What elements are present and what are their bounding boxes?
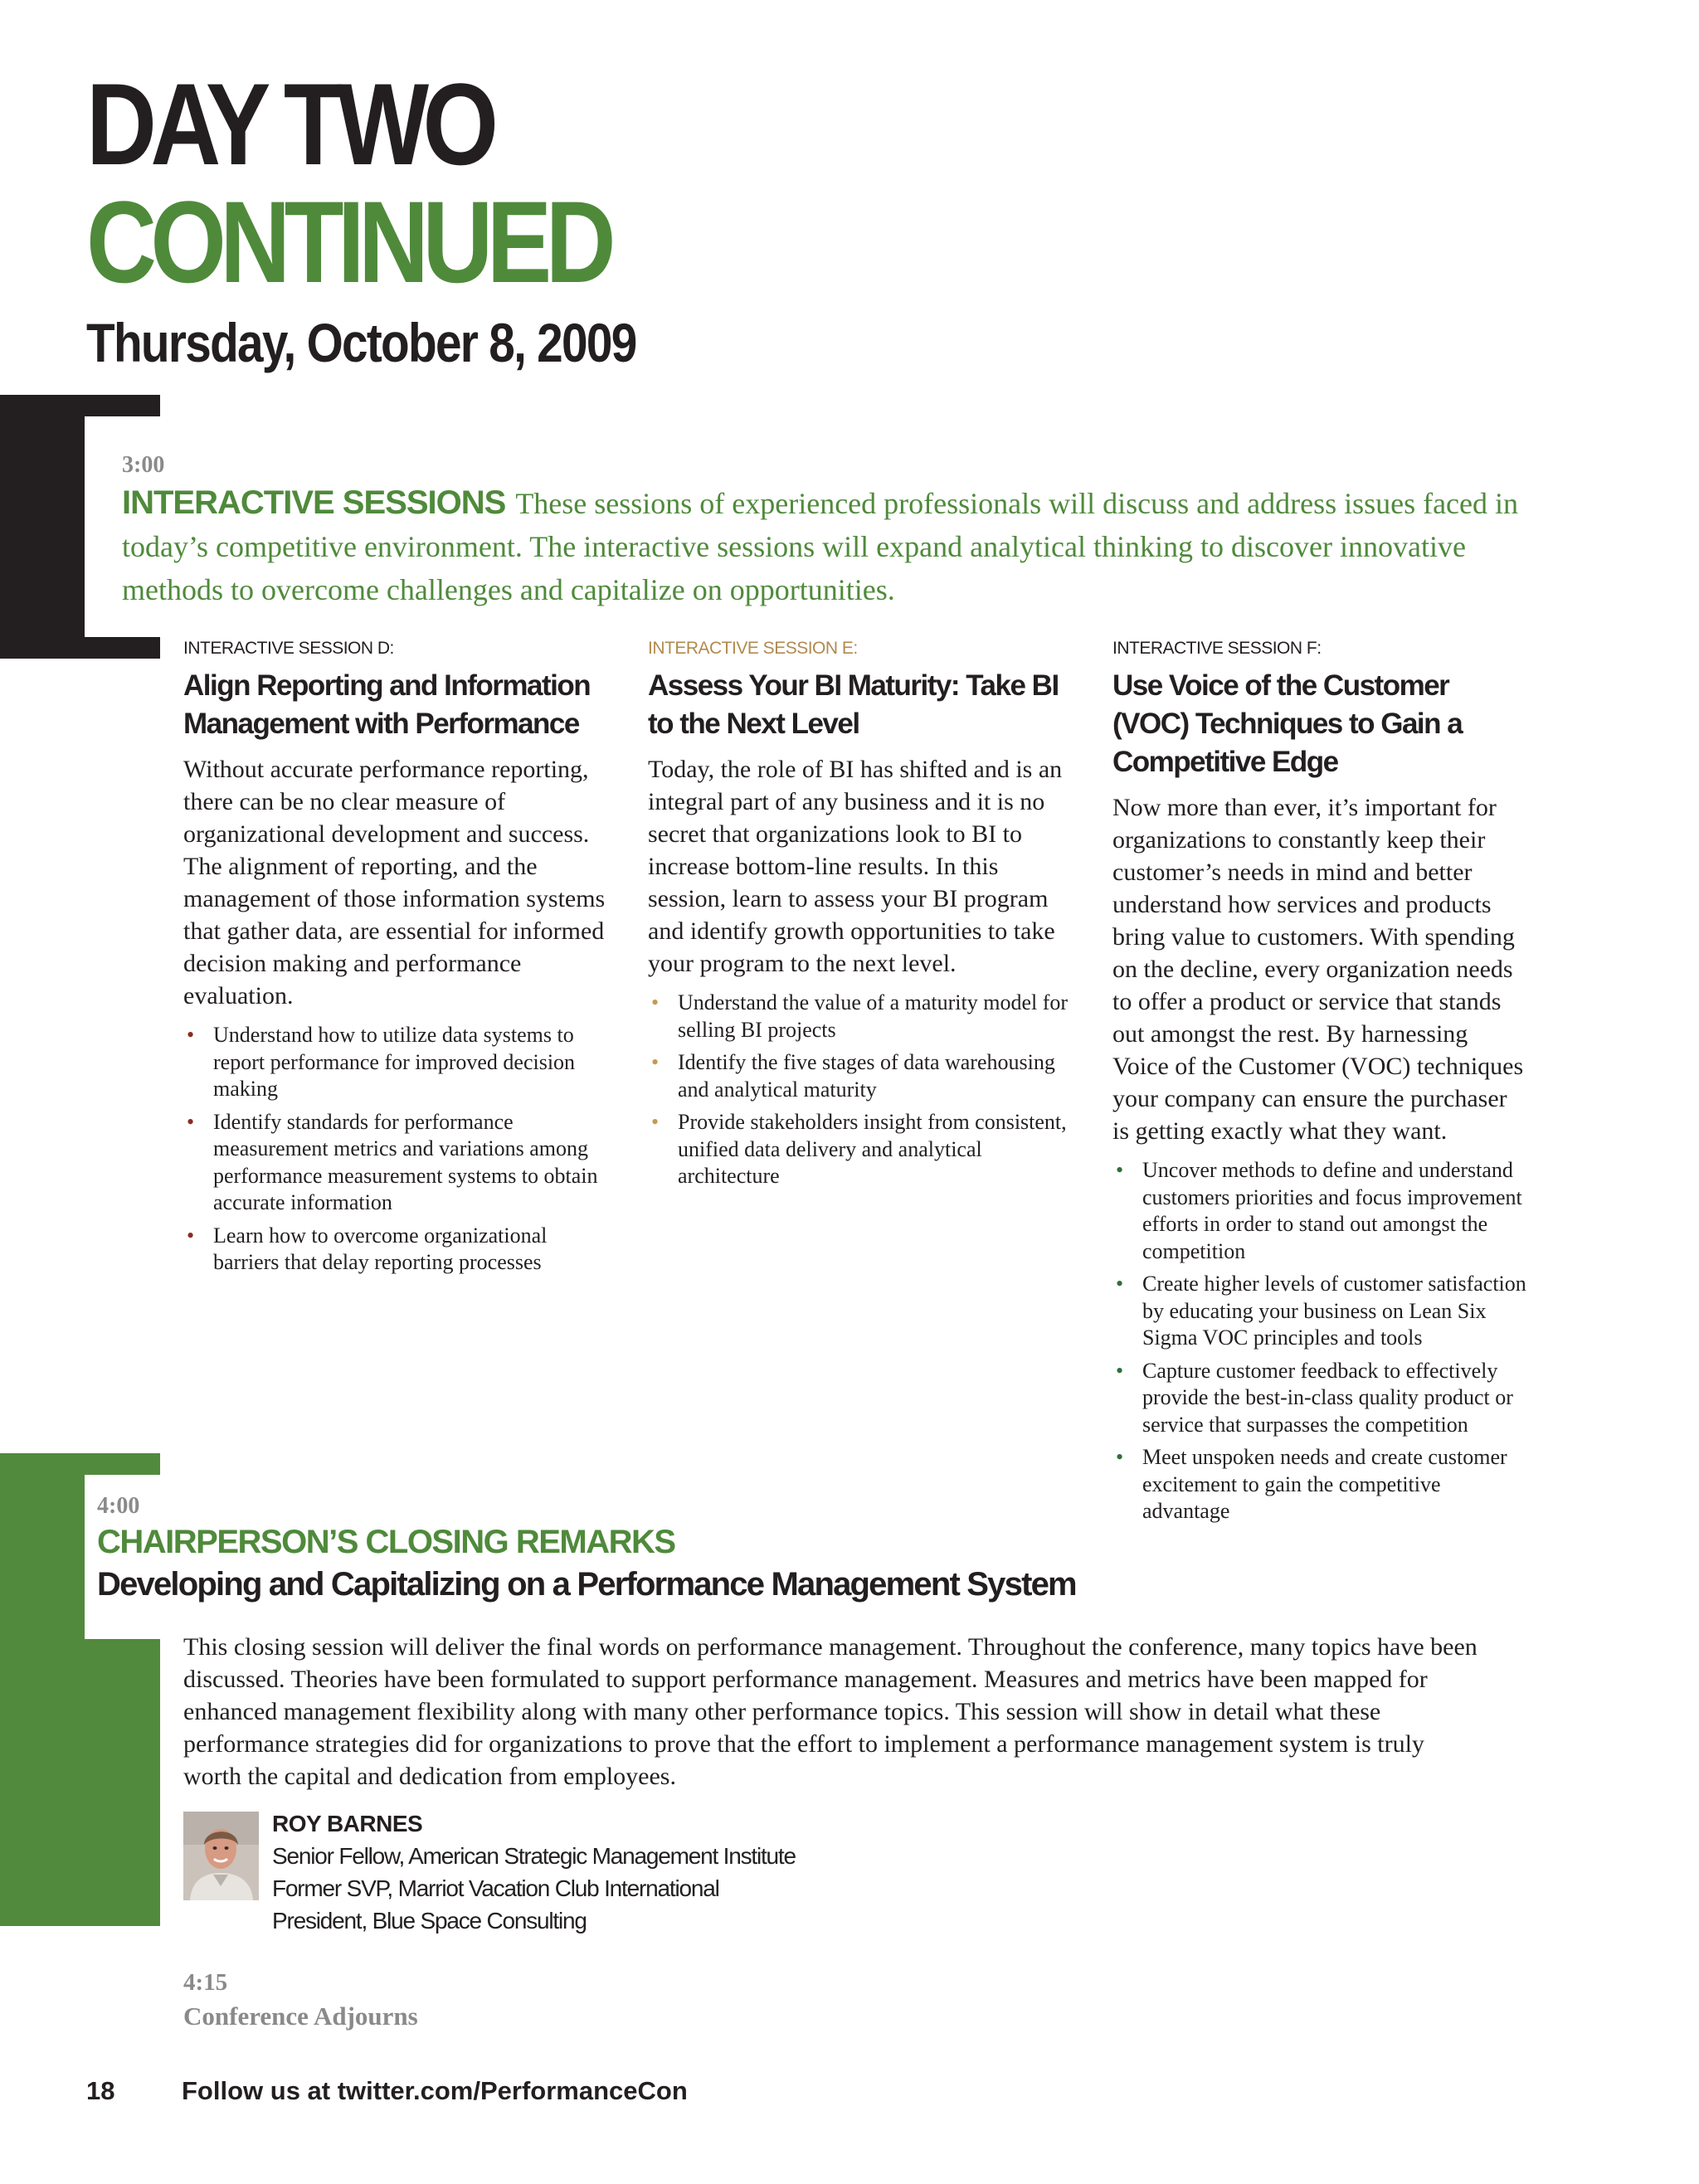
session-d-body: Without accurate performance reporting, there can be no clear measure of organizational development and success. The alignment of reporting, and the management of those information systems that gather data, are essential for informed decision making and performance evaluation. [183,756,606,1009]
session-e-title: Assess Your BI Maturity: Take BI to the Next Level [648,669,1059,740]
session-time: 3:00 [122,452,165,478]
list-item [1112,1358,1527,1439]
session-f-body: Now more than ever, it’s important for organizations to constantly keep their customer’s needs in mind and better understand how services and products bring value to customers. With spending on the decline, every organization needs to offer a product or service that stands out amongst the rest. By harnessing Voice of the Customer (VOC) techniques your company can ensure the purchaser is getting exactly what they want. [1112,794,1524,1145]
bullet-icon: • [1116,1445,1124,1469]
session-d-bullets [183,1022,606,1277]
closing-time: 4:00 [97,1493,140,1519]
bullet-icon: • [651,990,660,1014]
speaker-portrait-icon [183,1812,259,1900]
session-f-title: Use Voice of the Customer (VOC) Techniques to Gain a Competitive Edge [1112,669,1463,778]
bullet-icon: • [187,1023,195,1047]
bullet-icon: • [187,1109,195,1134]
speaker-title-1: Senior Fellow, American Strategic Management Institute [272,1843,796,1869]
interactive-sessions-label: INTERACTIVE SESSIONS [122,484,506,521]
bullet-text: Uncover methods to define and understand customers priorities and focus improvement efforts in order to stand out amongst the competition [1142,1158,1522,1263]
session-f-label: INTERACTIVE SESSION F: [1112,639,1322,658]
closing-heading: CHAIRPERSON’S CLOSING REMARKS [97,1524,675,1560]
list-item [183,1109,606,1217]
list-item [648,1049,1071,1103]
bullet-text: Identify the five stages of data warehousing and analytical maturity [678,1050,1055,1102]
page-date: Thursday, October 8, 2009 [86,312,636,373]
session-d-label: INTERACTIVE SESSION D: [183,639,394,658]
bracket-bottom-dark [0,637,160,659]
speaker-title-2: Former SVP, Marriot Vacation Club International [272,1875,719,1901]
session-d-title: Align Reporting and Information Management with Performance [183,669,591,740]
session-e-label: INTERACTIVE SESSION E: [648,639,858,658]
list-item [1112,1271,1527,1352]
bullet-icon: • [651,1050,660,1074]
speaker-photo [183,1812,259,1900]
speaker-title-3: President, Blue Space Consulting [272,1908,587,1933]
speaker-name: ROY BARNES [272,1811,423,1836]
adjourn-text: Conference Adjourns [183,2002,418,2031]
page-title-line2: CONTINUED [86,177,611,307]
footer-follow-text: Follow us at twitter.com/PerformanceCon [182,2076,688,2105]
session-f-column [1112,637,1527,1531]
list-item [183,1223,606,1277]
bullet-icon: • [1116,1358,1124,1383]
list-item [648,1109,1071,1190]
page-number: 18 [86,2076,115,2105]
bullet-text: Capture customer feedback to effectively provide the best-in-class quality product or service that surpasses the competition [1142,1358,1513,1437]
bullet-text: Provide stakeholders insight from consistent, unified data delivery and analytical architecture [678,1110,1067,1188]
session-e-column [648,637,1071,1196]
interactive-sessions-text: These sessions of experienced professionals will discuss and address issues faced in today’s competitive environment. The interactive sessions will expand analytical thinking to discover innovative methods to overcome challenges and capitalize on opportunities. [122,487,1519,606]
interactive-sessions-intro [122,481,1574,611]
bullet-text: Learn how to overcome organizational barriers that delay reporting processes [213,1223,548,1274]
closing-body: This closing session will deliver the final words on performance management. Throughout the conference, many topics have been discussed. Theories have been formulated to support performance management. Measures and metrics have been mapped for enhanced management flexibility along with many other performance topics. This session will show in detail what these performance strategies did for organizations to prove that the effort to implement a performance management system is truly worth the capital and dedication from employees. [183,1633,1477,1790]
closing-subheading: Developing and Capitalizing on a Performance Management System [97,1566,1076,1603]
bullet-icon: • [1116,1272,1124,1296]
bullet-text: Identify standards for performance measurement metrics and variations among performance measurement systems to obtain accurate information [213,1109,598,1214]
list-item [183,1022,606,1103]
session-d-column [183,637,606,1282]
adjourn-time: 4:15 [183,1969,228,1996]
list-item [1112,1444,1527,1525]
bullet-text: Understand how to utilize data systems to report performance for improved decision making [213,1023,576,1101]
bullet-icon: • [651,1110,660,1134]
session-e-bullets [648,990,1071,1190]
bullet-text: Understand the value of a maturity model for selling BI projects [678,990,1069,1042]
bracket-top-dark [0,395,160,416]
session-f-bullets [1112,1157,1527,1525]
session-e-body: Today, the role of BI has shifted and is an integral part of any business and it is no secret that organizations look to BI to increase bottom-line results. In this session, learn to assess your BI program and identify growth opportunities to take your program to the next level. [648,756,1063,977]
page-title-line1: DAY TWO [86,59,493,189]
bullet-icon: • [187,1223,195,1248]
list-item [1112,1157,1527,1265]
bullet-text: Create higher levels of customer satisfaction by educating your business on Lean Six Sigma VOC principles and tools [1142,1272,1526,1350]
bracket-inner-fill [85,1639,160,1904]
bracket-bottom-green [0,1904,160,1926]
bracket-top-green [0,1453,160,1475]
bracket-decoration-dark [0,395,85,659]
bullet-icon: • [1116,1158,1124,1182]
speaker-info [272,1808,796,1937]
bracket-decoration-green [0,1453,85,1926]
bullet-text: Meet unspoken needs and create customer excitement to gain the competitive advantage [1142,1445,1507,1523]
list-item [648,990,1071,1043]
